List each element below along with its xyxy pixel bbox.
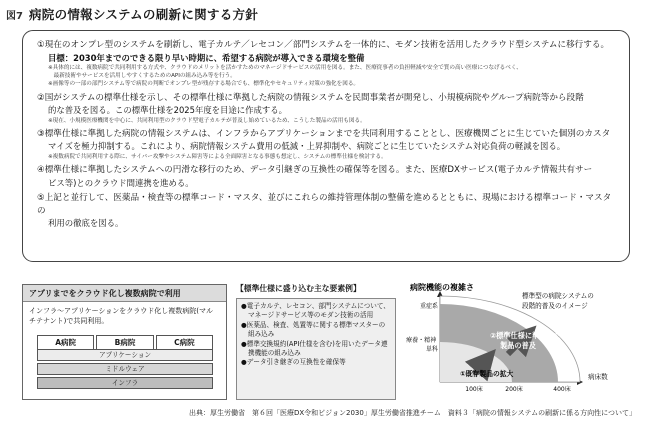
requirements-title: 【標準仕様に盛り込む主な要素例】: [236, 284, 361, 293]
policy-sub: 的な普及を図る。この標準仕様を2025年度を目途に作成する。: [48, 105, 288, 116]
policy-sub: ビス等)とのクラウド間連携を進める。: [48, 177, 194, 188]
figure-title: 病院の情報システムの刷新に関する方針: [28, 7, 259, 22]
y-label-chronic: [406, 336, 438, 353]
x-tick-400: 400床: [553, 386, 571, 393]
cloud-panel-title: アプリまでをクラウド化し複数病院で利用: [23, 285, 226, 302]
layer-application: アプリケーション: [37, 349, 213, 361]
layer-infrastructure: インフラ: [37, 377, 213, 389]
requirement-item: ●電子カルテ、レセコン、部門システムについて、マネージドサービス等のモダン技術の活用: [241, 302, 390, 320]
requirement-item: ●医薬品、検査、処置等に関する標準マスターの組み込み: [241, 320, 386, 339]
policy-note: ※現在、小規模医療機関を中心に、共同利用型のクラウド型電子カルテが普及し始めているため、こうした製品の活用も図る。: [48, 117, 366, 124]
x-tick-100: 100床: [465, 386, 483, 393]
stage1-label: ①既存製品の拡大: [460, 370, 514, 378]
diagram-annotation: [522, 291, 596, 310]
y-label-acute: 重症系: [419, 303, 438, 310]
figure-header: [6, 6, 258, 22]
stage2-line1: ②標準仕様に準拠した: [490, 331, 561, 340]
hospital-a: A病院: [37, 335, 94, 349]
annotation-line1: 標準型の病院システムの: [522, 292, 594, 300]
source-citation: 出典：厚生労働省 第６回「医療DX令和ビジョン2030」厚生労働省推進チーム 資料３「病院の情報システムの刷新に係る方向性について」: [188, 409, 636, 417]
adoption-diagram: [404, 282, 644, 402]
policy-item-2: [37, 92, 617, 125]
policy-box: [22, 30, 630, 262]
hospital-b: B病院: [96, 335, 153, 349]
stage2-line2: 製品の普及: [500, 341, 536, 350]
policy-main: ①現在のオンプレ型のシステムを刷新し、電子カルテ／レセコン／部門システムを一体的に、モダン技術を活用したクラウド型システムに移行する。: [37, 40, 610, 50]
policy-item-4: [37, 164, 617, 189]
y-label-chronic-line2: 単科: [425, 346, 438, 353]
policy-note: ※画像等の一部の部門システム等で病院の判断でオンプレ型が残存する場合でも、標準化やセキュリティ対策の強化を図る。: [48, 81, 360, 88]
architecture-diagram: [37, 335, 213, 393]
policy-main: ⑤上記と並行して、医薬品・検査等の標準コード・マスタ、並びにこれらの維持管理体制の整備を進めるとともに、現場における標準コード・マスタの: [37, 193, 612, 216]
requirements-panel: [236, 283, 396, 401]
y-label-chronic-line1: 療養・精神: [406, 337, 437, 344]
policy-main: ④標準仕様に準拠したシステムへの円滑な移行のため、データ引継ぎの互換性の確保等を図る。また、医療DXサービス(電子カルテ情報共有サー: [37, 165, 593, 176]
x-axis-title: 病床数: [588, 373, 608, 381]
policy-main: ③標準仕様に準拠した病院の情報システムは、インフラからアプリケーションまでを共同利用することとし、医療機関ごとに生じていた個別のカスタ: [37, 128, 611, 139]
hospital-c: C病院: [156, 335, 213, 349]
policy-main: ②国がシステムの標準仕様を示し、その標準仕様に準拠した病院の情報システムを民間事業者が開発し、小規模病院やグループ病院等から段階: [37, 92, 584, 103]
x-tick-200: 200床: [505, 386, 523, 393]
diagram-title: 病院機能の複雑さ: [410, 283, 474, 292]
adoption-diagram-svg: [404, 282, 644, 402]
cloud-panel-description: インフラ～アプリケーションをクラウド化し複数病院(マルチテナント)で共同利用。: [29, 307, 214, 325]
policy-item-1: [37, 39, 617, 89]
requirement-item: ●データ引き継ぎの互換性を確保等: [241, 358, 346, 367]
policy-item-3: [37, 128, 617, 161]
requirements-list: [236, 298, 396, 400]
policy-sub: 利用の徹底を図る。: [48, 218, 124, 229]
policy-note: 最新技術やサービスを活用しやすくするためのAPIの組み込み等を行う。: [48, 73, 236, 80]
policy-note: ※具体的には、複数病院で共同利用する方式や、クラウドのメリットを活かすためのマネージドサービスの活用を図る。また、医療従事者の負担軽減や安全で質の高い医療につなげるべく、: [48, 65, 522, 71]
layer-middleware: ミドルウェア: [37, 363, 213, 375]
cloud-sharing-panel: [22, 284, 227, 400]
policy-item-5: [37, 192, 617, 230]
requirement-item: ●標準交換規約(API仕様を含む)を用いたデータ連携機能の組み込み: [241, 339, 388, 358]
policy-sub: マイズを極力抑制する。これにより、病院情報システム費用の低減・上昇抑制や、病院ごとに生じていたシステム対応負荷の軽減を図る。: [48, 141, 566, 152]
figure-number: 図7: [6, 10, 23, 22]
policy-target: 目標：2030年までのできる限り早い時期に、希望する病院が導入できる環境を整備: [48, 52, 365, 63]
policy-note: ※複数病院で共同利用する際に、サイバー攻撃やシステム障害等による全面障害となる事態も想定し、システムの標準仕様を検討する。: [48, 153, 387, 160]
annotation-line2: 段階的普及のイメージ: [522, 302, 588, 310]
